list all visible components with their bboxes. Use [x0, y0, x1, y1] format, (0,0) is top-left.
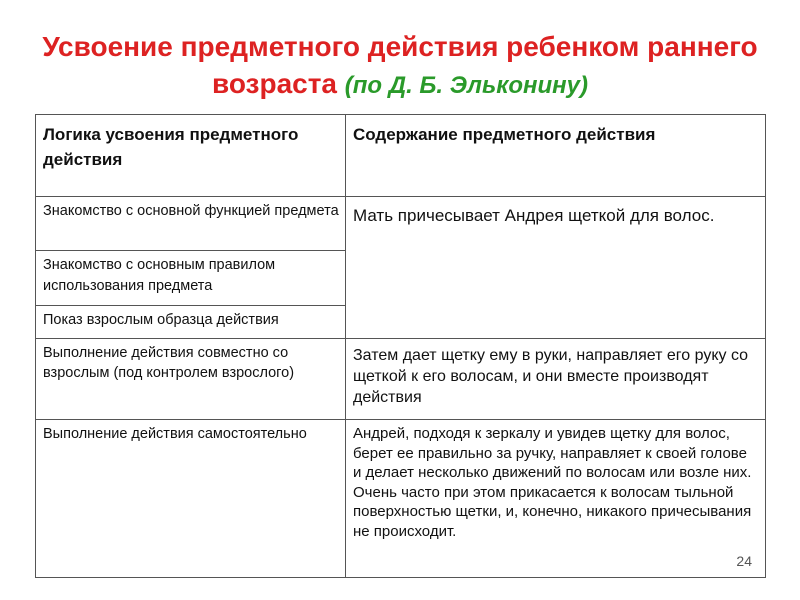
- action-table: [35, 114, 766, 578]
- logic-cell: Знакомство с основной функцией предмета: [36, 197, 346, 251]
- title-main: Усвоение предметного действия ребенком раннего возраста: [42, 31, 758, 99]
- logic-cell: Знакомство с основным правилом использования предмета: [36, 251, 346, 306]
- page-number: 24: [736, 553, 752, 569]
- table-row: [36, 420, 766, 578]
- title-subtitle: (по Д. Б. Эльконину): [344, 72, 589, 99]
- header-content: Содержание предметного действия: [346, 115, 766, 197]
- table-row: [36, 339, 766, 420]
- logic-cell: Показ взрослым образца действия: [36, 306, 346, 339]
- content-cell-alone: Андрей, подходя к зеркалу и увидев щетку для волос, берет ее правильно за ручку, направляет к своей голове и делает несколько движений по волосам или возле них. Очень часто при этом прикасается к волосам тыльной поверхностью щетки, и, конечно, никакого причесывания не происходит.: [346, 420, 766, 578]
- logic-cell: Выполнение действия самостоятельно: [36, 420, 346, 578]
- slide-title: [0, 28, 800, 104]
- header-logic: Логика усвоения предметного действия: [36, 115, 346, 197]
- content-cell-mother: Мать причесывает Андрея щеткой для волос.: [346, 197, 766, 339]
- logic-cell: Выполнение действия совместно со взрослым (под контролем взрослого): [36, 339, 346, 420]
- content-cell-together: Затем дает щетку ему в руки, направляет его руку со щеткой к его волосам, и они вместе производят действия: [346, 339, 766, 420]
- table-header-row: [36, 115, 766, 197]
- table-row: [36, 197, 766, 251]
